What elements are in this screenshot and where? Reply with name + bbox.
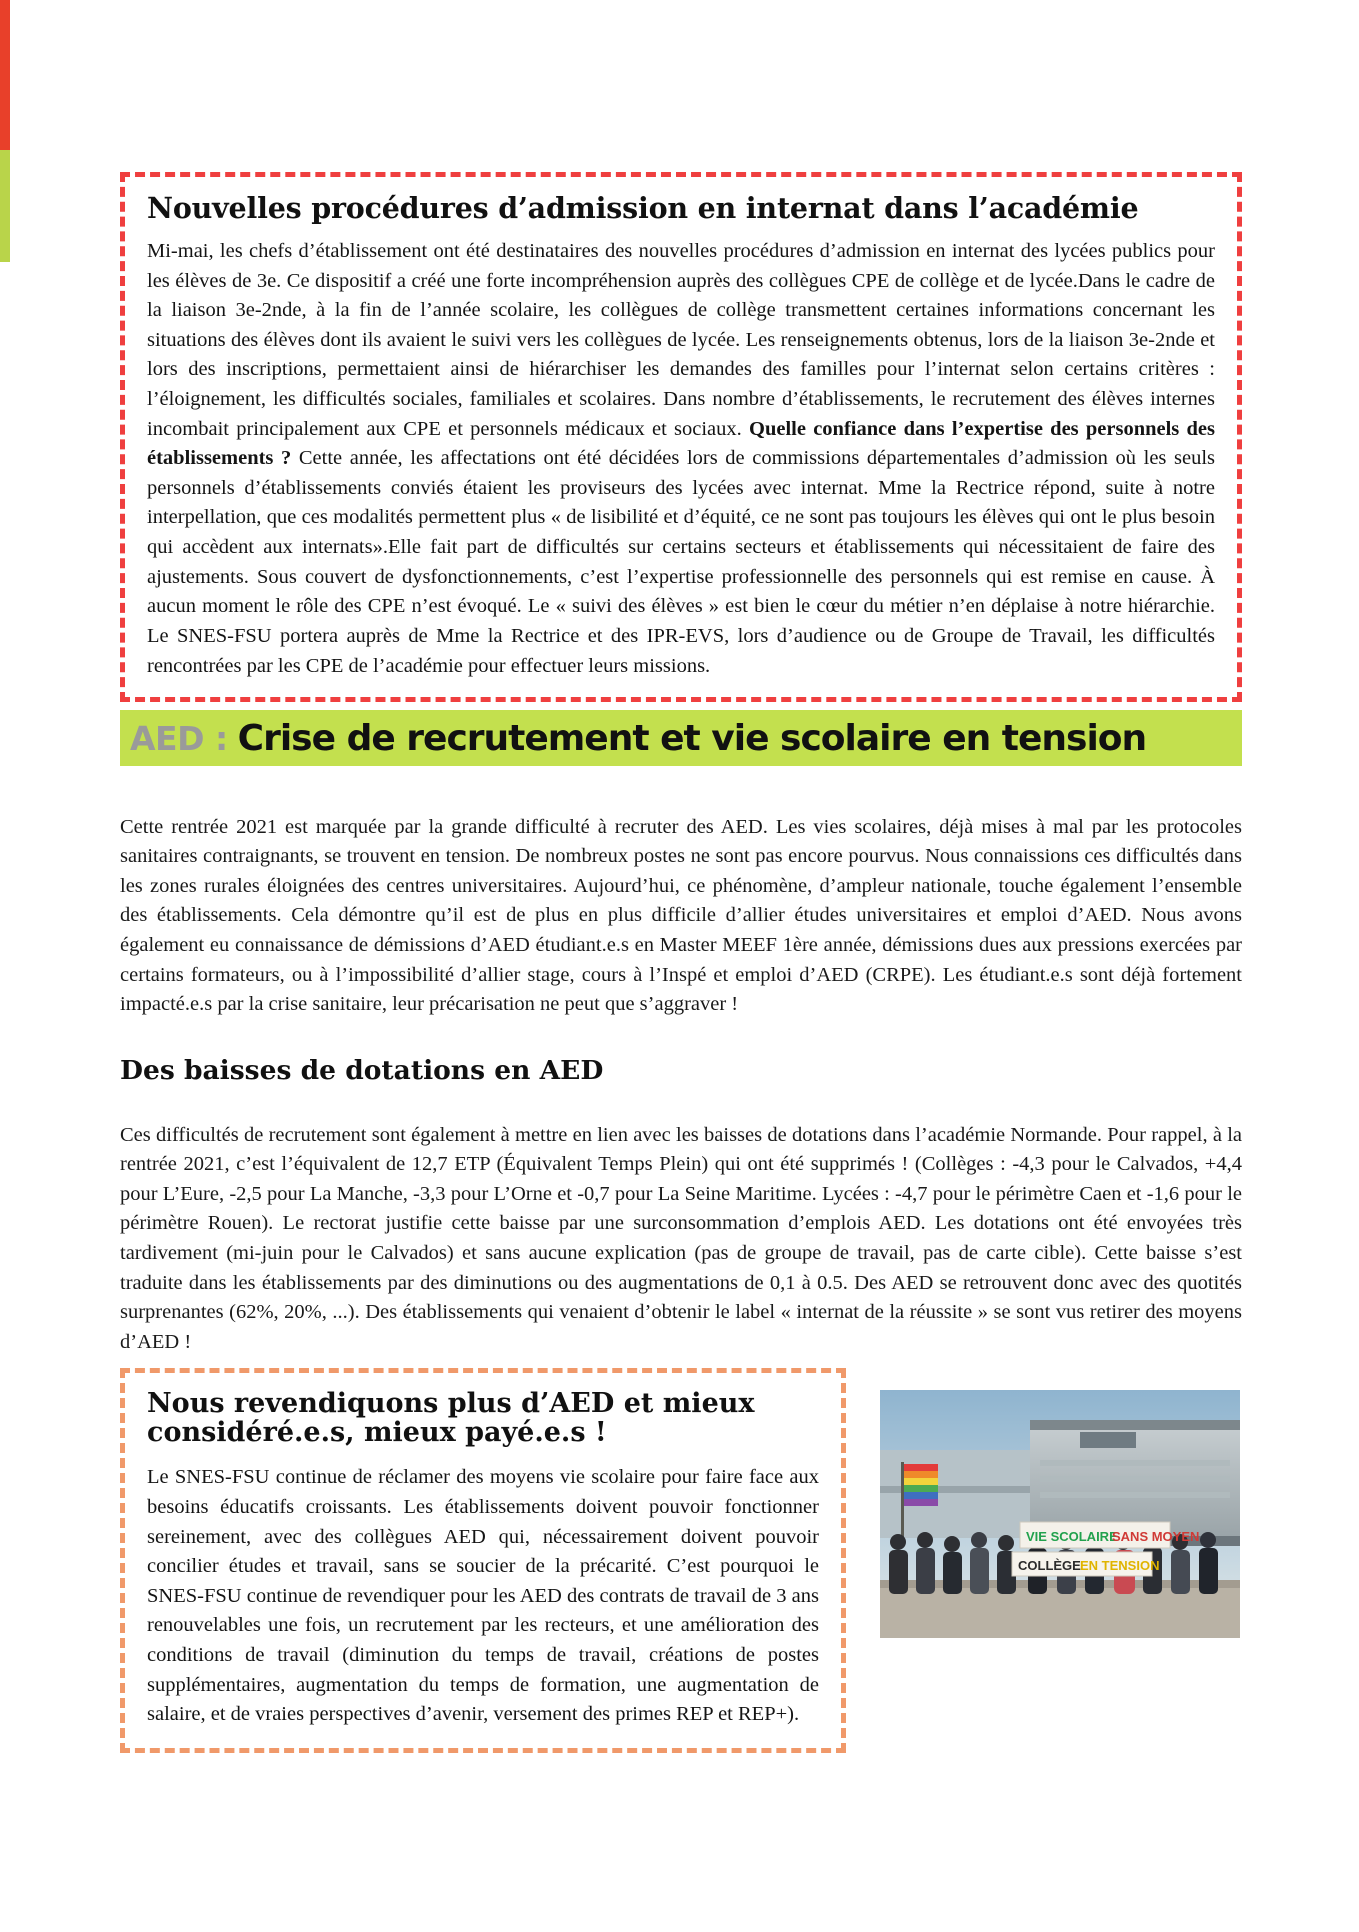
revendications-box-title: Nous revendiquons plus d’AED et mieux considéré.e.s, mieux payé.e.s ! (147, 1388, 755, 1449)
red-edge-bar (0, 0, 10, 150)
aed-paragraph-1: Cette rentrée 2021 est marquée par la grande difficulté à recruter des AED. Les vies scolaires, déjà mises à mal par les protocoles sanitaires contraignants, se trouvent en tension. De nombreux postes ne sont pas encore pourvus. Nous connaissions ces difficultés dans les zones rurales éloignées des centres universitaires. Aujourd’hui, ce phénomène, d’ampleur nationale, touche également l’ensemble des établissements. Cela démontre qu’il est de plus en plus difficile d’allier études universitaires et emploi d’AED. Nous avons également eu connaissance de démissions d’AED étudiant.e.s en Master MEEF 1ère année, démissions dues aux pressions exercées par certains formateurs, ou à l’impossibilité d’allier stage, cours à l’Inspé et emploi d’AED (CRPE). Les étudiant.e.s sont déjà fortement impacté.e.s par la crise sanitaire, leur précarisation ne peut que s’aggraver ! (120, 815, 1242, 1016)
internat-box-paragraph (147, 237, 1215, 681)
internat-callout-box (120, 172, 1242, 702)
internat-text-part2: Cette année, les affectations ont été décidées lors de commissions départementales d’admission où les seuls personnels d’établissements conviés étaient les proviseurs des lycées avec internat. Mme la Rectrice répond, suite à notre interpellation, que ces modalités permettent plus « de lisibilité et d’équité, ce ne sont pas toujours les élèves qui ont le plus besoin qui accèdent aux internats».Elle fait part de difficultés sur certains secteurs et établissements qui nécessitaient de faire des ajustements. Sous couvert de dysfonctionnements, c’est l’expertise professionnelle des personnels qui est remise en cause. À aucun moment le rôle des CPE n’est évoqué. Le « suivi des élèves » est bien le cœur du métier n’en déplaise à notre hiérarchie. Le SNES-FSU portera auprès de Mme la Rectrice et des IPR-EVS, lors d’audience ou de Groupe de Travail, les difficultés rencontrées par les CPE de l’académie pour effectuer leurs missions. (147, 447, 1215, 677)
protest-photo-illustration (880, 1390, 1240, 1638)
green-edge-bar (0, 150, 10, 262)
svg-text:SANS MOYEN: SANS MOYEN (1112, 1529, 1200, 1544)
internat-text-bold: Quelle confiance dans l’expertise des personnels des établissements ? (147, 417, 1216, 470)
banner-title: Crise de recrutement et vie scolaire en tension (237, 717, 1147, 759)
svg-text:VIE SCOLAIRE: VIE SCOLAIRE (1026, 1529, 1118, 1544)
protest-photo (880, 1390, 1240, 1638)
banner-prefix-label: AED : (130, 718, 228, 758)
svg-text:COLLÈGE: COLLÈGE (1018, 1558, 1081, 1573)
revendications-callout-box (120, 1368, 846, 1753)
aed-paragraph-2: Ces difficultés de recrutement sont également à mettre en lien avec les baisses de dotations dans l’académie Normande. Pour rappel, à la rentrée 2021, c’est l’équivalent de 12,7 ETP (Équivalent Temps Plein) qui ont été supprimés ! (Collèges : -4,3 pour le Calvados, +4,4 pour L’Eure, -2,5 pour La Manche, -3,3 pour L’Orne et -0,7 pour La Seine Maritime. Lycées : -4,7 pour le périmètre Caen et -1,6 pour le périmètre Rouen). Le rectorat justifie cette baisse par une surconsommation d’emplois AED. Les dotations ont été envoyées très tardivement (mi-juin pour le Calvados) et sans aucune explication (pas de groupe de travail, pas de carte cible). Cette baisse s’est traduite dans les établissements par des diminutions ou des augmentations de 0,1 à 0.5. Des AED se retrouvent donc avec des quotités surprenantes (62%, 20%, ...). Des établissements qui venaient d’obtenir le label « internat de la réussite » se sont vus retirer des moyens d’AED ! (120, 1123, 1242, 1353)
revendications-box-paragraph: Le SNES-FSU continue de réclamer des moyens vie scolaire pour faire face aux besoins éducatifs croissants. Les établissements doivent pouvoir fonctionner sereinement, avec des collègues AED qui, nécessairement doivent pouvoir concilier études et travail, sans se soucier de la précarité. C’est pourquoi le SNES-FSU continue de revendiquer pour les AED des contrats de travail de 3 ans renouvelables une fois, un recrutement par les recteurs, et une amélioration des conditions de travail (diminution du temps de travail, créations de postes supplémentaires, augmentation du temps de formation, une augmentation de salaire, et de vraies perspectives d’avenir, versement des primes REP et REP+). (147, 1466, 819, 1726)
aed-section-banner (120, 710, 1242, 766)
svg-text:EN TENSION: EN TENSION (1080, 1558, 1160, 1573)
internat-text-part1: Mi-mai, les chefs d’établissement ont été destinataires des nouvelles procédures d’admission en internat des lycées publics pour les élèves de 3e. Ce dispositif a créé une forte incompréhension auprès des collègues CPE de collège et de lycée.Dans le cadre de la liaison 3e-2nde, à la fin de l’année scolaire, les collègues de collège transmettent certaines informations concernant les situations des élèves dont ils avaient le suivi vers les collègues de lycée. Les renseignements obtenus, lors de la liaison 3e-2nde et lors des inscriptions, permettaient ainsi de hiérarchiser les demandes des familles pour l’internat selon certains critères : l’éloignement, les difficultés sociales, familiales et scolaires. Dans nombre d’établissements, le recrutement des élèves internes incombait principalement aux CPE et personnels médicaux et sociaux. (147, 240, 1215, 440)
aed-subheading: Des baisses de dotations en AED (120, 1054, 604, 1086)
internat-box-title: Nouvelles procédures d’admission en internat dans l’académie (147, 191, 1139, 225)
